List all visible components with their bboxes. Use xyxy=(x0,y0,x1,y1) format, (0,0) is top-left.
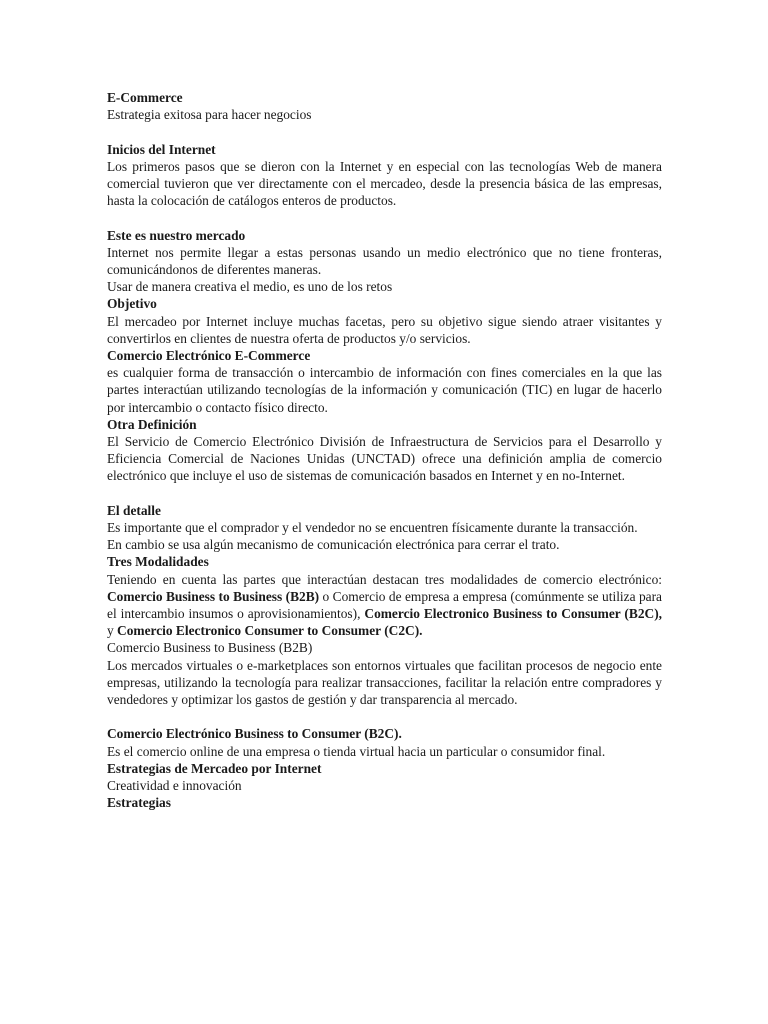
document-subtitle: Estrategia exitosa para hacer negocios xyxy=(107,107,312,123)
spacer xyxy=(107,485,662,502)
section-heading-b2c: Comercio Electrónico Business to Consumer (B2C). xyxy=(107,726,402,742)
paragraph-detalle: Es importante que el comprador y el vendedor no se encuentren físicamente durante la transacción. xyxy=(107,520,638,536)
section-heading-otra-definicion: Otra Definición xyxy=(107,416,197,432)
spacer xyxy=(107,123,662,140)
section-heading-detalle: El detalle xyxy=(107,502,161,518)
paragraph-ecommerce: es cualquier forma de transacción o intercambio de información con fines comerciales en la que las partes interactúan utilizando tecnologías de la información y comunicación (TIC) en lugar de hacerlo por intercambio o contacto físico directo. xyxy=(107,365,662,415)
paragraph-otra-definicion: El Servicio de Comercio Electrónico División de Infraestructura de Servicios para el Desarrollo y Eficiencia Comercial de Naciones Unidas (UNCTAD) ofrece una definición amplia de comercio electrónico que incluye el uso de sistemas de comunicación basados en Internet y en no-Internet. xyxy=(107,434,662,484)
paragraph-objetivo: El mercadeo por Internet incluye muchas facetas, pero su objetivo sigue siendo atraer visitantes y convertirlos en clientes de nuestra oferta de productos y/o servicios. xyxy=(107,313,662,346)
modalidades-text-3: y xyxy=(107,623,118,639)
section-heading-inicios: Inicios del Internet xyxy=(107,141,216,157)
paragraph-creatividad: Creatividad e innovación xyxy=(107,778,242,794)
modalidades-text-2: o Comercio de empresa a empresa (comúnmente se utiliza para el intercambio insumos o aprovisionamientos), xyxy=(107,588,662,622)
paragraph-b2c: Es el comercio online de una empresa o tienda virtual hacia un particular o consumidor final. xyxy=(107,743,606,759)
section-heading-modalidades: Tres Modalidades xyxy=(107,554,209,570)
section-heading-estrategias: Estrategias xyxy=(107,795,171,811)
subheading-b2b: Comercio Business to Business (B2B) xyxy=(107,640,313,656)
modalidades-b2c: Comercio Electronico Business to Consumer (B2C), xyxy=(364,606,662,622)
section-heading-objetivo: Objetivo xyxy=(107,296,157,312)
spacer xyxy=(107,708,662,725)
document-title: E-Commerce xyxy=(107,90,183,105)
paragraph-mercado: Internet nos permite llegar a estas personas usando un medio electrónico que no tiene fronteras, comunicándonos de diferentes maneras. xyxy=(107,244,662,277)
paragraph-inicios: Los primeros pasos que se dieron con la Internet y en especial con las tecnologías Web de manera comercial tuvieron que ver directamente con el mercadeo, desde la presencia básica de las empresas, hasta la colocación de catálogos enteros de productos. xyxy=(107,158,662,209)
document-page xyxy=(107,89,662,811)
modalidades-text-1: Teniendo en cuenta las partes que interactúan destacan tres modalidades de comercio electrónico: xyxy=(107,571,662,587)
paragraph-detalle-2: En cambio se usa algún mecanismo de comunicación electrónica para cerrar el trato. xyxy=(107,537,560,553)
modalidades-b2b: Comercio Business to Business (B2B) xyxy=(107,588,320,604)
paragraph-b2b: Los mercados virtuales o e-marketplaces son entornos virtuales que facilitan procesos de negocio ente empresas, utilizando la tecnología para realizar transacciones, facilitar la relación entre compradores y vendedores y optimizar los gastos de gestión y dar transparencia al mercado. xyxy=(107,657,662,708)
modalidades-c2c: Comercio Electronico Consumer to Consumer (C2C). xyxy=(117,623,423,639)
spacer xyxy=(107,209,662,226)
paragraph-modalidades xyxy=(107,571,662,640)
section-heading-estrategias-mercadeo: Estrategias de Mercadeo por Internet xyxy=(107,760,322,776)
section-heading-ecommerce: Comercio Electrónico E-Commerce xyxy=(107,348,311,364)
section-heading-mercado: Este es nuestro mercado xyxy=(107,227,246,243)
paragraph-mercado-2: Usar de manera creativa el medio, es uno de los retos xyxy=(107,279,393,295)
